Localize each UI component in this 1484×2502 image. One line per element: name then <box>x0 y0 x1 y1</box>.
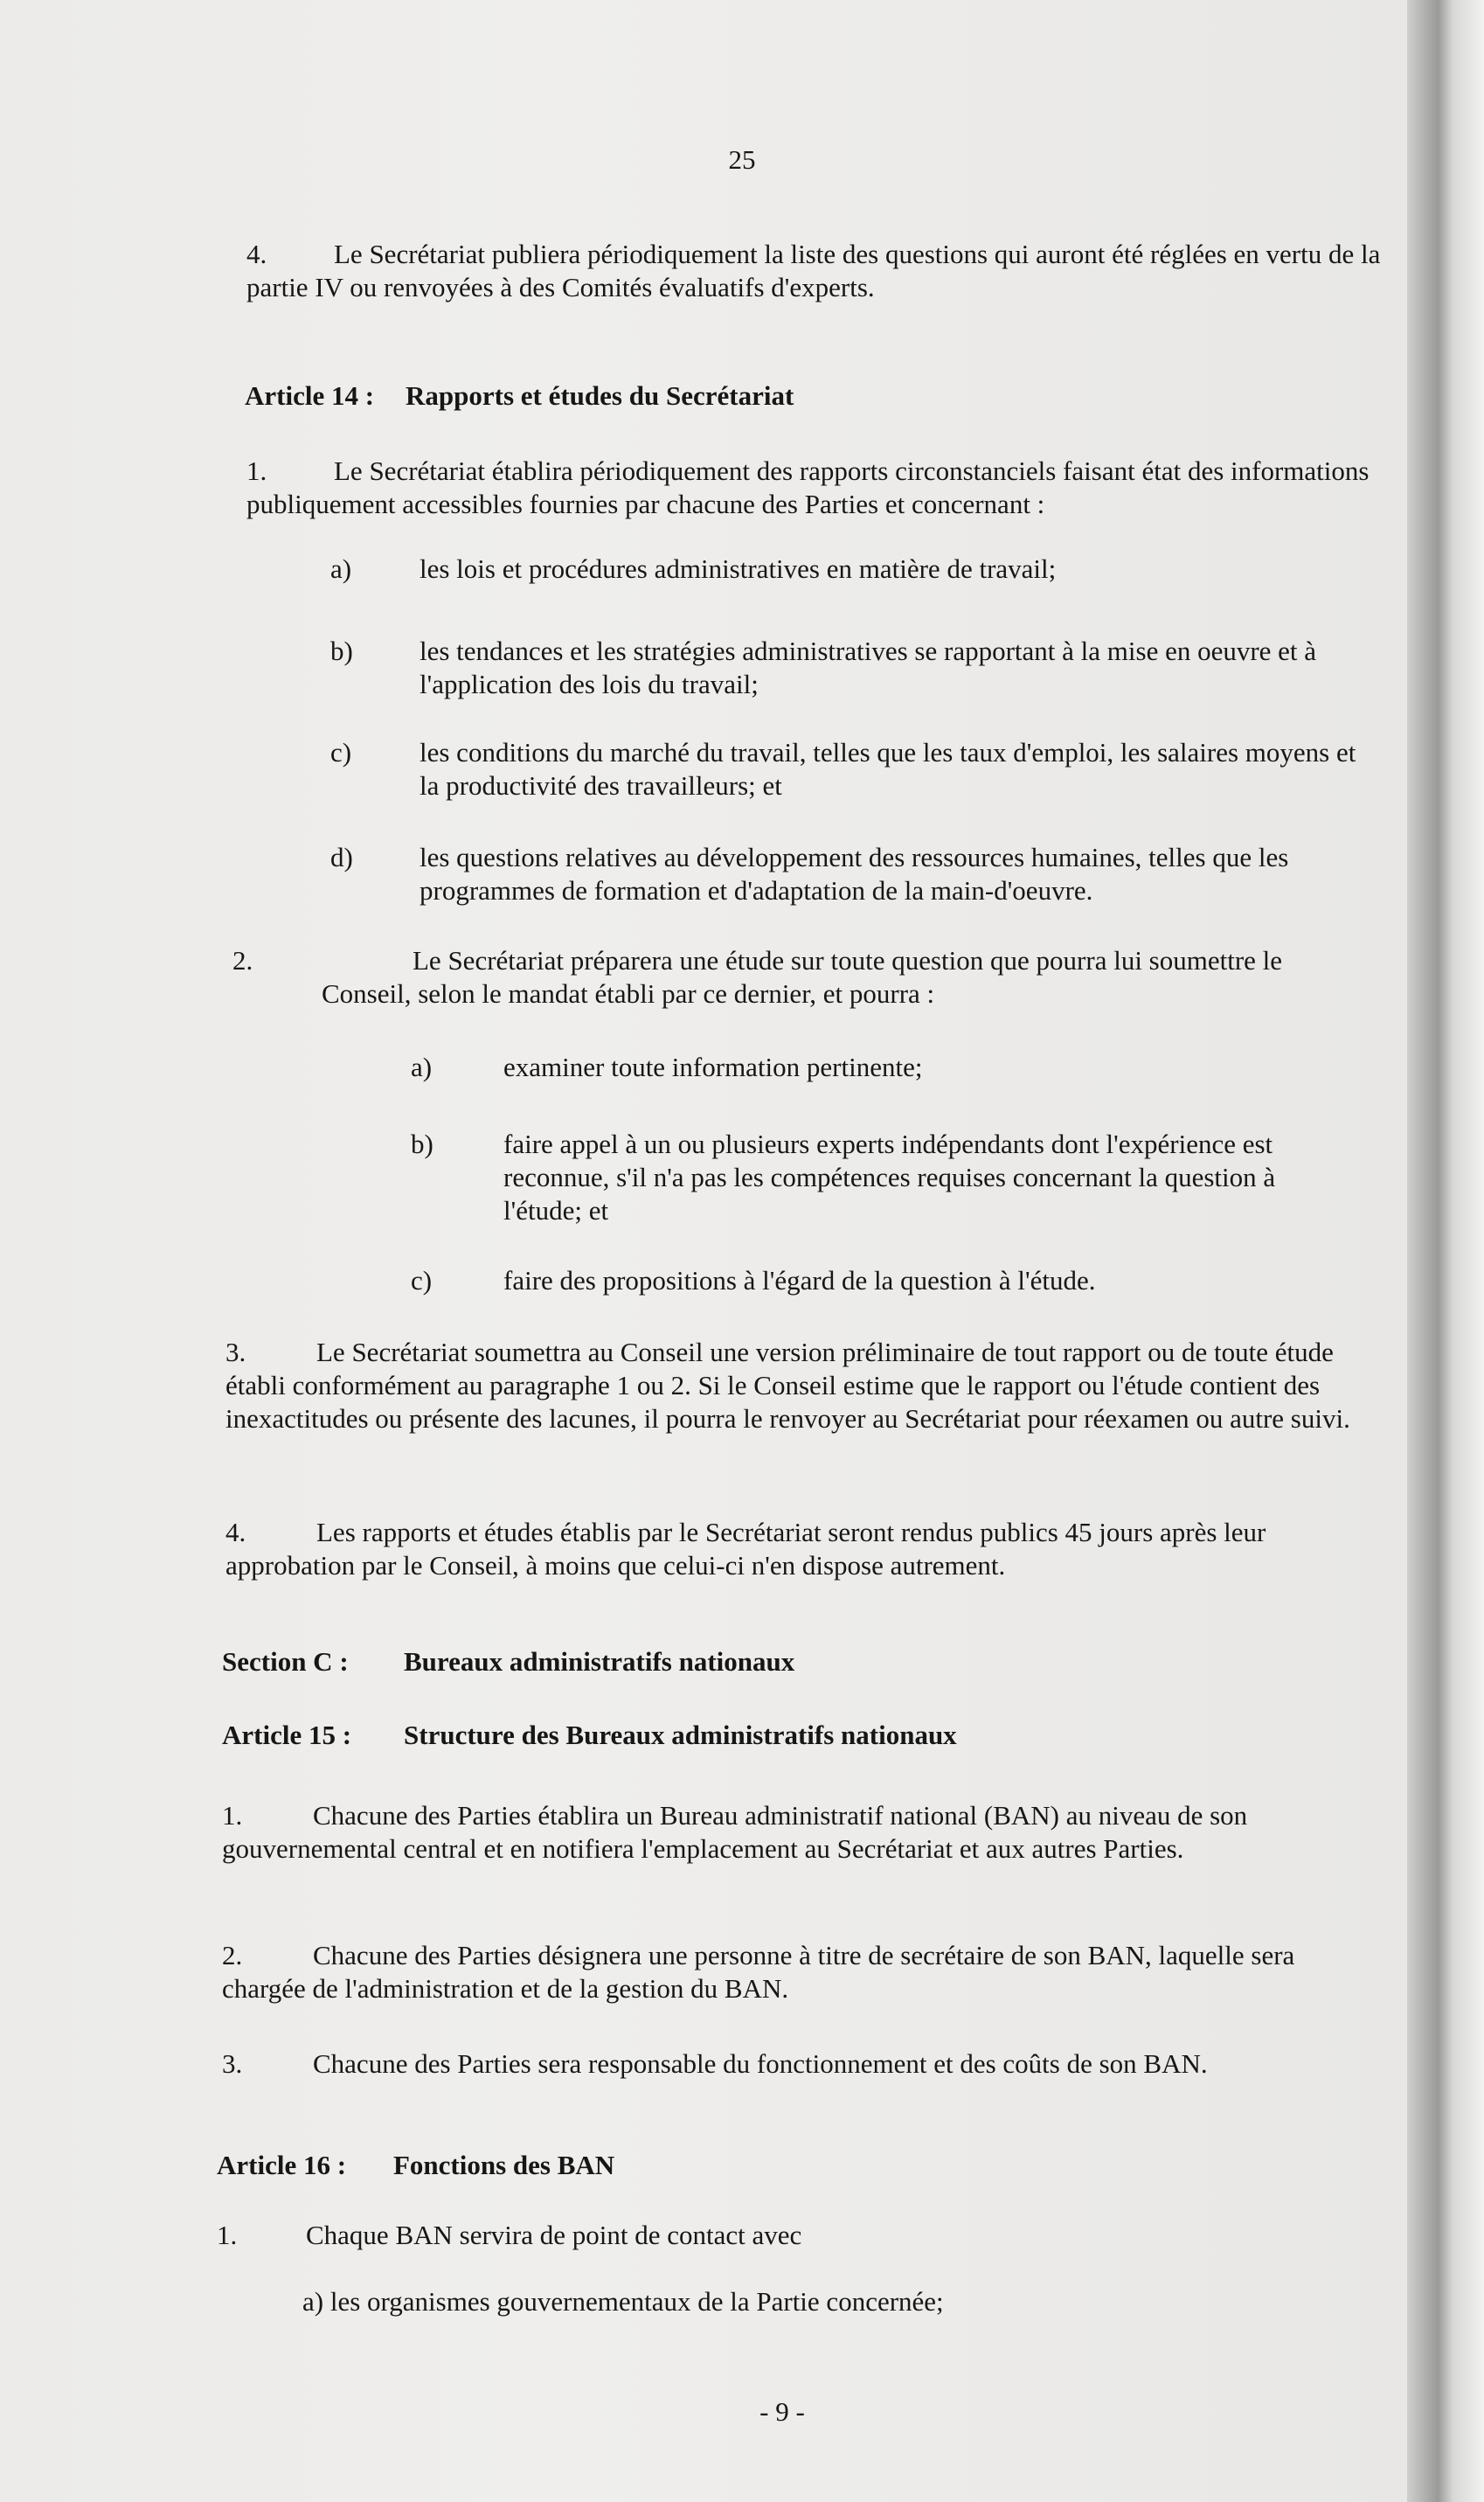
page-edge-shadow <box>1407 0 1484 2502</box>
para-number: 1. <box>222 1800 243 1831</box>
item-text: les tendances et les stratégies administratives se rapportant à la mise en oeuvre et à l'application des lois du travail; <box>420 636 1317 699</box>
article-16-label: Article 16 : <box>217 2150 347 2180</box>
item-text: les lois et procédures administratives en matière de travail; <box>420 553 1057 584</box>
para-number: 1. <box>246 455 267 486</box>
para-number: 3. <box>225 1337 246 1367</box>
section-c-title: Bureaux administratifs nationaux <box>404 1646 795 1677</box>
article-14-paragraph-2: Le Secrétariat préparera une étude sur toute question que pourra lui soumettre le Conseil, selon le mandat établi par ce dernier, et pourra : <box>322 945 1283 1009</box>
item-text: examiner toute information pertinente; <box>503 1052 923 1082</box>
article-15-paragraph-2: Chacune des Parties désignera une personne à titre de secrétaire de son BAN, laquelle sera chargée de l'administration et de la gestion du BAN. <box>222 1940 1295 2004</box>
article-14-paragraph-2-wrap <box>232 944 1369 1011</box>
page-number-top: 25 <box>728 144 756 175</box>
para-number: 4. <box>225 1517 246 1547</box>
item-marker: b) <box>330 636 353 666</box>
article-16-paragraph-1: Chaque BAN servira de point de contact avec <box>306 2220 802 2250</box>
item-text: les questions relatives au développement des ressources humaines, telles que les programmes de formation et d'adaptation de la main-d'oeuvre. <box>420 842 1289 906</box>
article-14-title: Rapports et études du Secrétariat <box>406 380 794 411</box>
paragraph-4-intro: Le Secrétariat publiera périodiquement la liste des questions qui auront été réglées en vertu de la partie IV ou renvoyées à des Comités évaluatifs d'experts. <box>246 239 1381 302</box>
article-15-paragraph-1: Chacune des Parties établira un Bureau administratif national (BAN) au niveau de son gouvernemental central et en notifiera l'emplacement au Secrétariat et aux autres Parties. <box>222 1800 1248 1864</box>
article-14-paragraph-1: Le Secrétariat établira périodiquement des rapports circonstanciels faisant état des informations publiquement accessibles fournies par chacune des Parties et concernant : <box>246 455 1370 519</box>
item-marker: d) <box>330 842 353 872</box>
article-14-paragraph-3: Le Secrétariat soumettra au Conseil une version préliminaire de tout rapport ou de toute étude établi conformément au paragraphe 1 ou 2. Si le Conseil estime que le rapport ou l'étude contient des inexactitudes ou présente des lacunes, il pourra le renvoyer au Secrétariat pour réexamen ou autre suivi. <box>225 1337 1350 1434</box>
article-14-label: Article 14 : <box>245 380 375 411</box>
article-14-paragraph-4: Les rapports et études établis par le Secrétariat seront rendus publics 45 jours après leur approbation par le Conseil, à moins que celui-ci n'en dispose autrement. <box>225 1517 1266 1581</box>
article-16-title: Fonctions des BAN <box>393 2150 615 2180</box>
article-15-paragraph-3: Chacune des Parties sera responsable du fonctionnement et des coûts de son BAN. <box>313 2048 1208 2079</box>
para-number: 1. <box>217 2220 238 2250</box>
article-16-item-a: a) les organismes gouvernementaux de la Partie concernée; <box>302 2286 944 2317</box>
para-number: 2. <box>232 945 253 976</box>
item-marker: b) <box>411 1129 433 1159</box>
item-marker: c) <box>411 1265 433 1296</box>
item-text: faire appel à un ou plusieurs experts indépendants dont l'expérience est reconnue, s'il n'a pas les compétences requises concernant la question à l'étude; et <box>503 1129 1276 1226</box>
item-text: faire des propositions à l'égard de la question à l'étude. <box>503 1265 1096 1296</box>
article-15-label: Article 15 : <box>222 1720 352 1750</box>
item-marker: a) <box>411 1052 433 1082</box>
article-15-title: Structure des Bureaux administratifs nationaux <box>404 1720 957 1750</box>
item-marker: c) <box>330 737 352 768</box>
para-number: 3. <box>222 2048 243 2079</box>
section-c-label: Section C : <box>222 1646 349 1677</box>
item-marker: a) <box>330 553 352 584</box>
para-number: 4. <box>246 239 267 269</box>
para-number: 2. <box>222 1940 243 1970</box>
page-number-bottom: - 9 - <box>759 2396 805 2427</box>
item-text: les conditions du marché du travail, telles que les taux d'emploi, les salaires moyens et la productivité des travailleurs; et <box>420 737 1356 801</box>
